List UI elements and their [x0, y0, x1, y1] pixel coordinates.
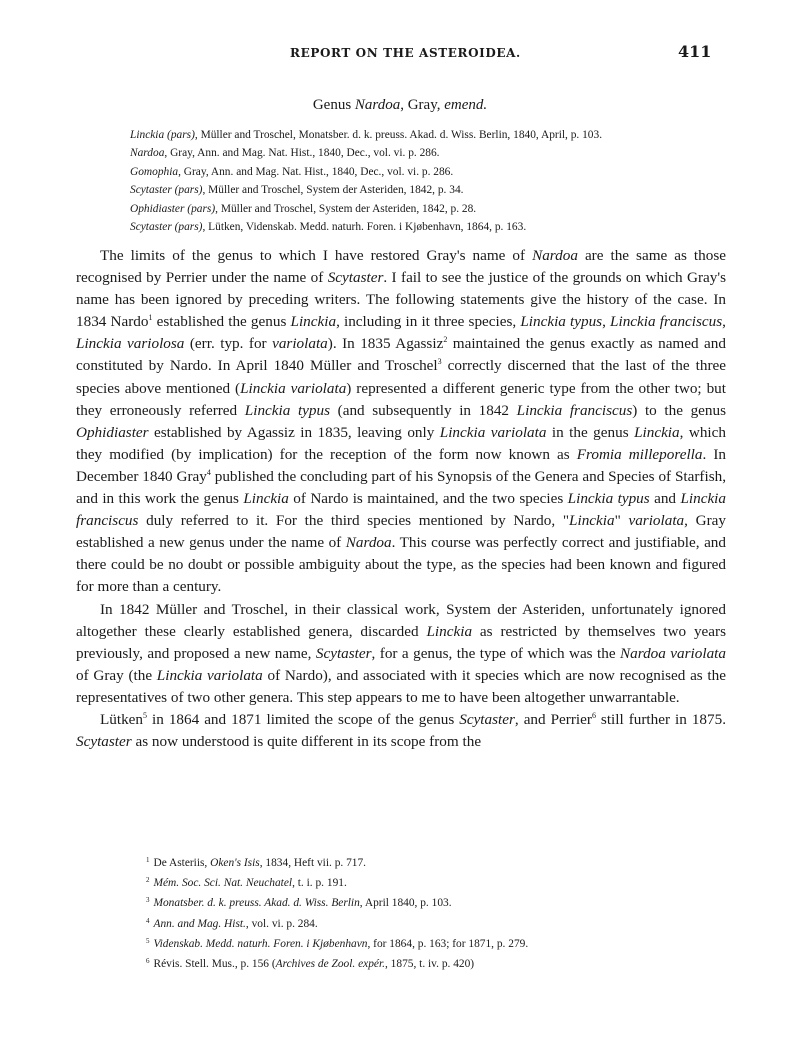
- footnote-entry: [146, 872, 746, 892]
- paragraph-italic-run: variolata: [272, 335, 328, 353]
- synonymy-entry: [130, 200, 750, 218]
- footnote-ref: 1: [148, 313, 153, 323]
- paragraph-text-run: correctly discerned that the last of the three species above mentioned (: [76, 357, 726, 397]
- paragraph-text-run: ,: [602, 313, 611, 331]
- synonymy-genus-name: Scytaster: [130, 221, 172, 234]
- paragraph-italic-run: Linckia: [569, 512, 615, 530]
- paragraph-italic-run: Fromia milleporella: [576, 445, 703, 463]
- footnote-text-run: , April 1840, p. 103.: [359, 897, 452, 910]
- paragraph-text-run: , for a genus, the type of which was the: [371, 644, 621, 662]
- synonymy-citation: , Müller and Troschel, System der Asteriden, 1842, p. 28.: [215, 202, 477, 215]
- paragraph-italic-run: Linckia variolata: [240, 379, 347, 397]
- synonymy-entry: [130, 163, 750, 181]
- footnote-ref: 6: [591, 710, 596, 720]
- footnote-italic-run: Videnskab. Medd. naturh. Foren. i Kjøbenhavn: [153, 937, 368, 950]
- paragraph-italic-run: Linckia franciscus: [610, 313, 723, 331]
- paragraph-text-run: ,: [722, 313, 726, 331]
- paragraph-text-run: as restricted by themselves two years previously, and proposed a new name,: [76, 622, 726, 662]
- footnote-number: 3: [146, 896, 150, 905]
- footnote-italic-run: Oken's Isis: [210, 857, 260, 869]
- paragraph-text-run: in 1864 and 1871 limited the scope of the genus: [147, 710, 460, 728]
- synonymy-genus-name: Nardoa: [130, 147, 165, 160]
- paragraph-text-run: , which they modified (by implication) for the reception of the form now known as: [76, 423, 726, 463]
- paragraph-italic-run: Linckia: [243, 490, 289, 508]
- paragraph-text-run: Lütken: [100, 710, 144, 728]
- synonymy-citation: , Müller and Troschel, System der Asteriden, 1842, p. 34.: [202, 184, 464, 197]
- paragraph-text-run: , and Perrier: [514, 710, 592, 728]
- footnote-number: 4: [146, 916, 150, 925]
- paragraph-text-run: , Gray established a new genus under the name of: [76, 512, 726, 552]
- paragraph-italic-run: Linckia variolosa: [76, 335, 185, 353]
- paragraph-italic-run: variolata: [628, 512, 685, 530]
- footnote-text-run: De Asteriis,: [153, 857, 211, 869]
- synonymy-citation: , Gray, Ann. and Mag. Nat. Hist., 1840, Dec., vol. vi. p. 286.: [164, 147, 440, 160]
- paragraph-italic-run: Linckia typus: [520, 313, 603, 331]
- synonymy-qualifier: (pars): [164, 129, 195, 141]
- synonymy-list: [130, 126, 750, 236]
- paragraph-text-run: published the concluding part of his Synopsis of the Genera and Species of Starfish, and in this work the genus: [76, 467, 726, 508]
- paragraph-text-run: still further in 1875.: [595, 710, 726, 728]
- footnote-italic-run: Monatsber. d. k. preuss. Akad. d. Wiss. Berlin: [153, 897, 360, 910]
- synonymy-entry: [130, 144, 750, 162]
- paragraph-text-run: ) represented a different generic type from the other two; but they erroneously referred: [76, 379, 726, 419]
- footnote-ref: 3: [437, 357, 442, 367]
- paragraph-italic-run: Nardoa: [345, 534, 392, 552]
- footnote-text-run: , vol. vi. p. 284.: [245, 917, 318, 930]
- synonymy-genus-name: Linckia: [130, 129, 165, 141]
- synonymy-citation: , Gray, Ann. and Mag. Nat. Hist., 1840, Dec., vol. vi. p. 286.: [178, 165, 454, 178]
- footnote-ref: 5: [143, 710, 148, 720]
- paragraph-italic-run: Nardoa: [532, 247, 578, 264]
- synonymy-genus-name: Ophidiaster: [130, 202, 185, 215]
- paragraph-text-run: maintained the genus exactly as named and constituted by Nardo. In April 1840 Müller and Troschel: [76, 335, 726, 375]
- synonymy-qualifier: (pars): [184, 202, 216, 215]
- footnote-text-run: , for 1864, p. 163; for 1871, p. 279.: [367, 937, 529, 950]
- paragraph-text-run: of Nardo), and associated with it species which are now recognised as the representatives of two other genera. This step appears to me to have been altogether unwarrantable.: [76, 666, 726, 706]
- synonymy-genus-name: Scytaster: [130, 184, 172, 197]
- paragraph-text-run: and: [649, 490, 681, 508]
- footnote-italic-run: Ann. and Mag. Hist.: [153, 917, 246, 930]
- paragraph-text-run: (and subsequently in 1842: [330, 401, 517, 419]
- paragraph-text-run: . I fail to see the justice of the grounds on which Gray's name has been ignored by preceding writers. The following statements give the history of the case. In 1834 Nardo: [76, 269, 727, 331]
- paragraph-italic-run: Linckia franciscus: [516, 401, 633, 419]
- footnote-entry: [146, 852, 746, 872]
- paragraph-italic-run: Linckia: [290, 313, 337, 331]
- footnote-number: 5: [146, 936, 150, 945]
- paragraph-text-run: In 1842 Müller and Troschel, in their classical work, System der Asteriden, unfortunately ignored altogether these clearly established genera, discarded: [76, 600, 726, 640]
- footnote-entry: [146, 933, 746, 953]
- synonymy-genus-name: Gomophia: [130, 165, 179, 178]
- paragraph-italic-run: Linckia variolata: [439, 423, 547, 441]
- synonymy-entry: [130, 126, 750, 144]
- genus-title: [0, 97, 800, 114]
- body-text: [76, 245, 726, 753]
- paragraph-text-run: established the genus: [152, 313, 291, 331]
- footnote-ref: 2: [443, 335, 448, 345]
- footnote-text-run: , t. i. p. 191.: [292, 877, 347, 890]
- paragraph-text-run: The limits of the genus to which I have restored Gray's name of: [100, 247, 533, 264]
- paragraph-italic-run: Nardoa variolata: [620, 644, 726, 662]
- genus-title-prefix: Genus: [312, 97, 355, 113]
- synonymy-entry: [130, 218, 750, 236]
- paragraph-text-run: as now understood is quite different in its scope from the: [131, 733, 482, 751]
- genus-title-name: Nardoa: [354, 97, 401, 113]
- running-head: REPORT ON THE ASTEROIDEA.: [290, 46, 521, 60]
- paragraph-text-run: ": [614, 512, 629, 530]
- footnote-entry: [146, 892, 746, 912]
- paragraph-text-run: ). In 1835 Agassiz: [327, 335, 444, 353]
- footnotes: [146, 852, 746, 973]
- paragraph-text-run: duly referred to it. For the third species mentioned by Nardo, ": [138, 512, 570, 530]
- genus-title-author: , Gray,: [400, 97, 445, 113]
- footnote-number: 2: [146, 876, 150, 885]
- paragraph-text-run: of Gray (the: [76, 666, 157, 684]
- paragraph-text-run: ) to the genus: [632, 401, 727, 419]
- footnote-italic-run: Archives de Zool. expér.: [275, 958, 385, 971]
- paragraph-text-run: of Nardo is maintained, and the two species: [288, 490, 568, 508]
- paragraph-text-run: are the same as those recognised by Perrier under the name of: [76, 247, 726, 287]
- footnote-number: 1: [146, 856, 150, 864]
- paragraph-italic-run: Scytaster: [327, 269, 384, 287]
- footnote-entry: [146, 913, 746, 933]
- paragraph-text-run: established by Agassiz in 1835, leaving only: [148, 423, 440, 441]
- paragraph-italic-run: Linckia variolata: [156, 666, 263, 684]
- footnote-ref: 4: [206, 467, 211, 477]
- paragraph-italic-run: Linckia franciscus: [76, 490, 726, 530]
- paragraph-italic-run: Linckia: [426, 622, 473, 640]
- synonymy-citation: , Müller and Troschel, Monatsber. d. k. preuss. Akad. d. Wiss. Berlin, 1840, April, p. 103.: [194, 129, 603, 141]
- page-number: 411: [678, 42, 712, 61]
- footnote-text-run: , 1875, t. iv. p. 420): [384, 958, 475, 971]
- body-paragraph: [76, 709, 726, 753]
- footnote-text-run: Révis. Stell. Mus., p. 156 (: [153, 958, 276, 971]
- paragraph-italic-run: Scytaster: [76, 733, 132, 751]
- paragraph-italic-run: Scytaster: [315, 644, 372, 662]
- synonymy-entry: [130, 181, 750, 199]
- page-header: [0, 42, 800, 68]
- paragraph-text-run: , including in it three species,: [336, 313, 521, 331]
- paragraph-text-run: in the genus: [546, 423, 635, 441]
- footnote-entry: [146, 953, 746, 973]
- paragraph-text-run: . In December 1840 Gray: [76, 445, 726, 485]
- paragraph-text-run: (err. typ. for: [184, 335, 273, 353]
- synonymy-qualifier: (pars): [171, 221, 203, 234]
- footnote-number: 6: [146, 957, 150, 966]
- synonymy-qualifier: (pars): [171, 184, 203, 197]
- paragraph-italic-run: Linckia typus: [567, 490, 650, 508]
- paragraph-text-run: . This course was perfectly correct and justifiable, and there could be no doubt or possible ambiguity about the type, as the species had been known and figured for more than a century.: [76, 534, 726, 596]
- paragraph-italic-run: Ophidiaster: [76, 423, 149, 441]
- footnote-italic-run: Mém. Soc. Sci. Nat. Neuchatel: [153, 877, 293, 890]
- footnote-text-run: , 1834, Heft vii. p. 717.: [259, 857, 367, 869]
- genus-title-emend: emend.: [444, 97, 488, 113]
- paragraph-italic-run: Scytaster: [459, 710, 515, 728]
- body-paragraph: [76, 599, 726, 709]
- synonymy-citation: , Lütken, Videnskab. Medd. naturh. Foren. i Kjøbenhavn, 1864, p. 163.: [202, 221, 527, 234]
- paragraph-italic-run: Linckia: [634, 423, 680, 441]
- body-paragraph: [76, 245, 726, 599]
- paragraph-italic-run: Linckia typus: [244, 401, 331, 419]
